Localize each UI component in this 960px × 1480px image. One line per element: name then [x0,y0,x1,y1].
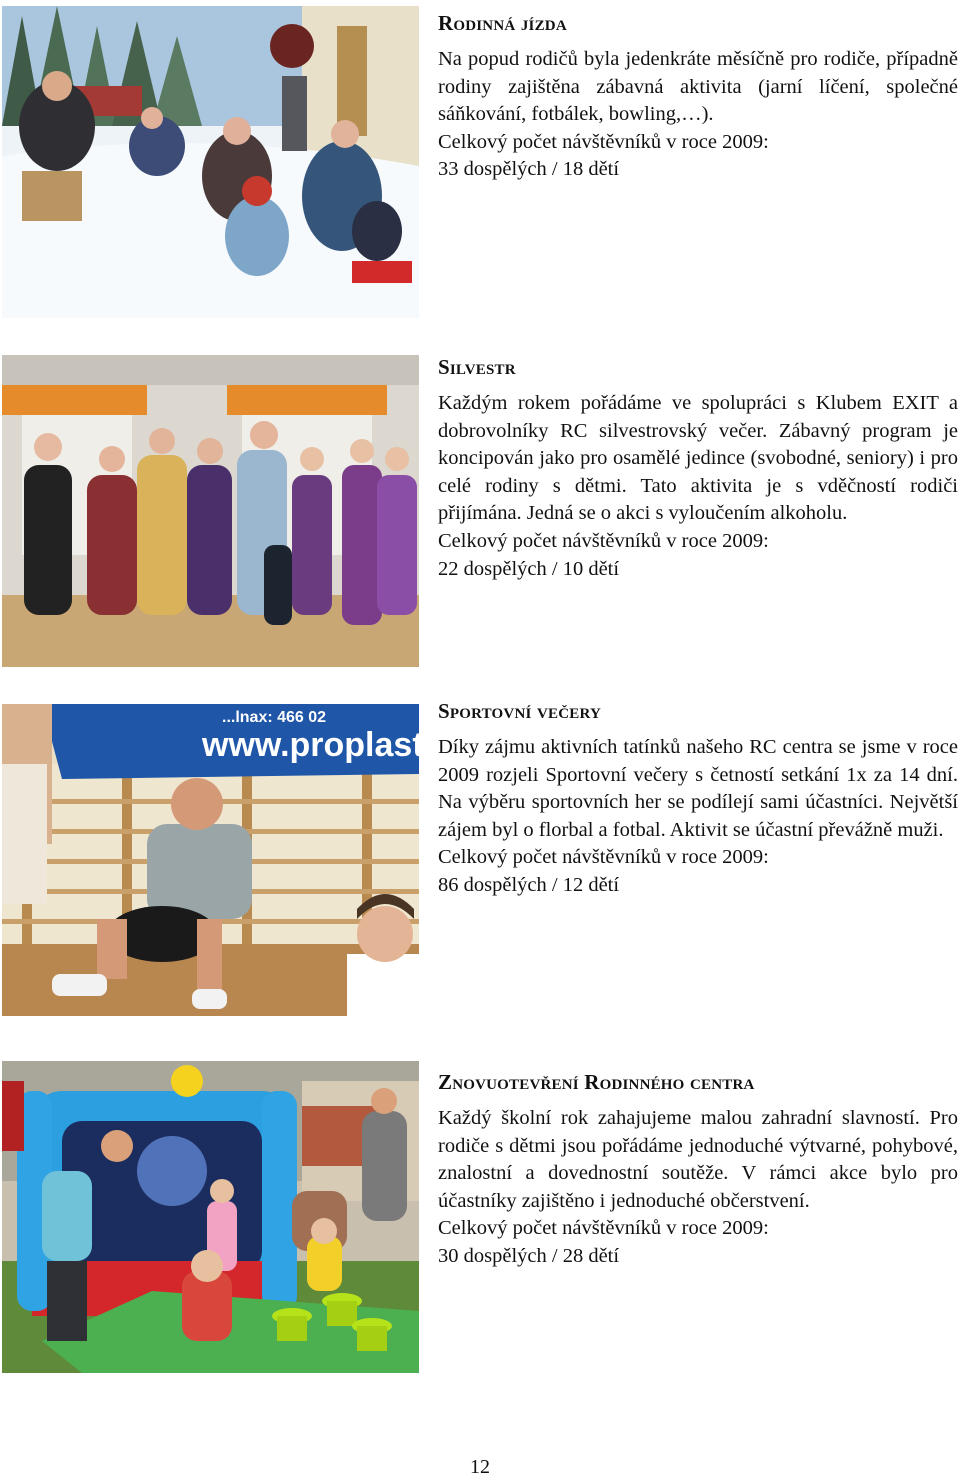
visitor-count-label: Celkový počet návštěvníků v roce 2009: [438,1217,769,1240]
photo-sledding-family [2,6,419,318]
section-heading: Rodinná jízda [438,11,567,35]
visitor-count-value: 22 dospělých / 10 dětí [438,557,620,580]
visitor-count-label: Celkový počet návštěvníků v roce 2009: [438,529,769,552]
section-heading: Silvestr [438,355,516,379]
visitor-count-label: Celkový počet návštěvníků v roce 2009: [438,846,769,869]
section-heading: Znovuotevření Rodinného centra [438,1070,755,1094]
photo-sports-evening [2,704,453,1016]
page-number: 12 [470,1456,490,1478]
section-body: Na popud rodičů byla jedenkráte měsíčně pro rodiče, případně rodiny zajištěna zábavná aktivita (jarní líčení, společné sáňkování, fotbálek, bowling,…). [438,48,958,126]
section-body: Každým rokem pořádáme ve spolupráci s Klubem EXIT a dobrovolníky RC silvestrovský večer. Zábavný program je koncipován jako pro osamělé jedince (svobodné, seniory) i pro celé rodiny s dětmi. Tato aktivita je s vděčností rodiči přijímána. Jedná se o akci s vyloučením alkoholu. [438,392,958,525]
visitor-count-label: Celkový počet návštěvníků v roce 2009: [438,130,769,153]
visitor-count-value: 30 dospělých / 28 dětí [438,1244,620,1267]
photo-new-year-party [2,355,419,667]
banner-url: www.proplast.c [202,726,453,764]
section-body: Díky zájmu aktivních tatínků našeho RC centra se jsme v roce 2009 rozjeli Sportovní večery s četností setkání 1x za 14 dní. Na výběru sportovních her se podílejí sami účastníci. Největší zájem byl o florbal a fotbal. Aktivit se účastní převážně muži. [438,736,958,841]
section-body: Každý školní rok zahajujeme malou zahradní slavností. Pro rodiče s dětmi jsou pořádáme jednoduché výtvarné, pohybové, znalostní a dovednostní soutěže. V rámci akce bylo pro účastníky zajištěno i jednoduché občerstvení. [438,1107,958,1212]
photo-garden-party [2,1061,419,1373]
section-text [438,696,958,900]
section-text [438,8,958,184]
section-text [438,1067,958,1271]
section-text [438,352,958,583]
visitor-count-value: 33 dospělých / 18 dětí [438,158,620,181]
section-heading: Sportovní večery [438,699,601,723]
banner-phone: ...lnax: 466 02 [222,709,327,726]
visitor-count-value: 86 dospělých / 12 dětí [438,873,620,896]
